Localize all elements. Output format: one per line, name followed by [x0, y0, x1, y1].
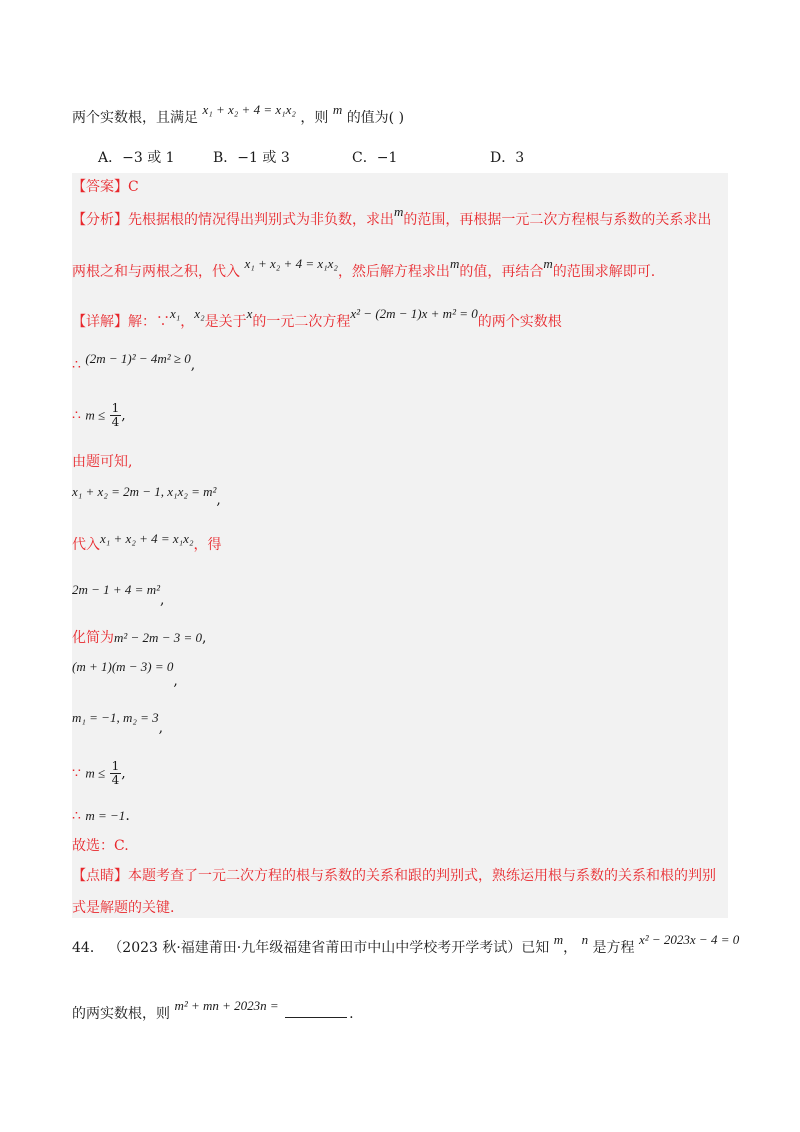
- choose-text: 故选：C.: [72, 838, 129, 854]
- step-roots: m₁ = −1, m₂ = 3,: [72, 710, 164, 736]
- option-d: D．3: [490, 150, 525, 166]
- option-b: B．−1 或 3: [213, 150, 290, 166]
- option-a: A．−3 或 1: [98, 150, 175, 166]
- step-equation: 2m − 1 + 4 = m²,: [72, 582, 165, 608]
- step-substitute: 代入x₁ + x₂ + 4 = x₁x₂，得: [72, 531, 222, 553]
- fraction-one-quarter-2: $\frac{1}{4}$: [111, 759, 120, 787]
- detail-intro: 【详解】解：∵x₁，x₂是关于x的一元二次方程x² − (2m − 1)x + m² = 0的两个实数根: [72, 306, 562, 330]
- known-text: 由题可知,: [72, 454, 133, 470]
- question-44-line2: 的两实数根，则 m² + mn + 2023n = .: [72, 998, 354, 1022]
- analysis-line-1: 【分析】先根据根的情况得出判别式为非负数，求出m的范围，再根据一元二次方程根与系数的关系求出: [72, 204, 712, 228]
- option-c: C．−1: [352, 150, 398, 166]
- question-number: 44．: [72, 940, 104, 956]
- step-vieta: x₁ + x₂ = 2m − 1, x₁x₂ = m²,: [72, 484, 221, 508]
- answer-line: [72, 177, 139, 197]
- step-factor: (m + 1)(m − 3) = 0,: [72, 659, 178, 689]
- detail-tag: 【详解】: [72, 314, 128, 330]
- answer-tag: 【答案】: [72, 179, 128, 195]
- answer-blank[interactable]: [285, 1003, 347, 1018]
- analysis-tag: 【分析】: [72, 212, 128, 228]
- comment-tag: 【点睛】: [72, 868, 128, 884]
- stem-then: ，则: [300, 110, 329, 126]
- analysis-line-2: 两根之和与两根之积，代入 x₁ + x₂ + 4 = x₁x₂，然后解方程求出m的值，再结合m的范围求解即可.: [72, 256, 656, 280]
- fraction-one-quarter: $\frac{1}{4}$: [111, 401, 120, 429]
- question-44: 44． （2023 秋·福建莆田·九年级福建省莆田市中山中学校考开学考试）已知 m， n 是方程 x² − 2023x − 4 = 0: [72, 932, 740, 956]
- comment-line-2: 式是解题的关键.: [72, 900, 175, 916]
- stem-question: 的值为( ): [346, 110, 405, 126]
- comment-line-1: 【点睛】本题考查了一元二次方程的根与系数的关系和跟的判别式，熟练运用根与系数的关系和根的判别: [72, 868, 716, 884]
- step-discriminant: ∴ (2m − 1)² − 4m² ≥ 0,: [72, 351, 196, 373]
- answer-value: C: [128, 179, 139, 195]
- question-stem: [72, 102, 405, 128]
- var-m: m: [332, 102, 343, 117]
- stem-text: 两个实数根，且满足: [72, 110, 198, 126]
- step-result: ∴ m = −1.: [72, 808, 130, 824]
- step-range: ∴ m ≤ $\frac{1}{4}$ ,: [72, 401, 126, 429]
- step-simplify: 化简为m² − 2m − 3 = 0,: [72, 630, 207, 646]
- step-because: ∵ m ≤ $\frac{1}{4}$ ,: [72, 759, 126, 787]
- condition-formula: x₁ + x₂ + 4 = x₁x₂: [202, 102, 296, 117]
